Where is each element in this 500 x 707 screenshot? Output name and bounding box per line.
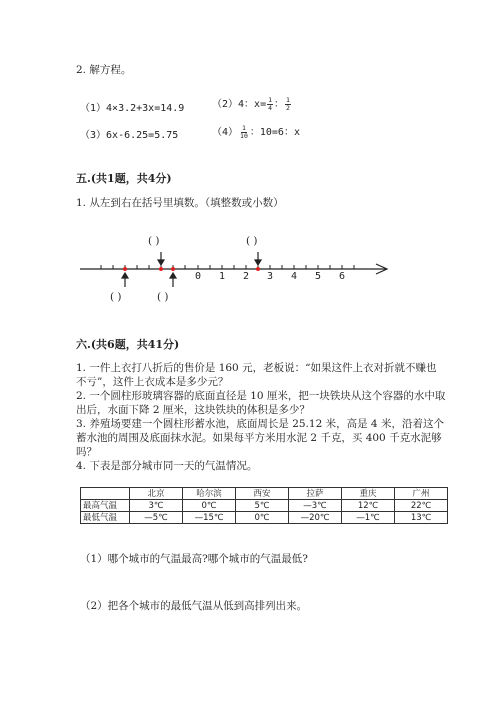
equation-2-label: （2） [212,99,239,110]
down-arrow-icon [255,260,261,265]
table-cell: 0℃ [183,500,236,512]
table-cell: —15℃ [183,512,236,524]
table-cell: 5℃ [236,500,289,512]
tick-label-2: 2 [243,271,250,282]
equation-4-text: ：10=6：x [249,127,300,138]
marker-point [256,267,260,271]
question-3-line-2: 蓄水池的周围及底面抹水泥。如果每平方米用水泥 2 千克，买 400 千克水泥够 [76,432,442,444]
question-4: 4. 下表是部分城市同一天的气温情况。 [76,460,258,472]
weather-table [80,487,448,524]
fraction-denominator: 10 [240,131,248,140]
marker-point [159,267,163,271]
equation-2 [212,95,292,112]
table-row [81,512,448,524]
tick-label-6: 6 [339,271,346,282]
equation-2-text: 4：x= [238,99,267,110]
table-cell: 13℃ [395,512,448,524]
bottom-bracket-1: ( ) [110,291,122,303]
tick-label-5: 5 [315,271,322,282]
solve-equations-heading: 2. 解方程。 [76,64,132,76]
section-6-title: 六.(共6题，共41分) [76,338,180,351]
fraction-denominator: 4 [268,103,273,112]
marker-point [171,267,175,271]
number-line-ticks [101,265,354,269]
question-2-line-2: 出后，水面下降 2 厘米，这块铁块的体积是多少？ [76,404,310,416]
fraction-one-half [285,97,291,112]
marker-point [123,267,127,271]
equation-2-ratio-sign: ： [274,99,285,110]
table-header-cell: 北京 [130,488,183,500]
up-arrow-icon [122,273,128,278]
equation-1-label: （1） [80,103,107,114]
table-cell: —3℃ [289,500,342,512]
fraction-one-tenth [239,125,249,140]
equation-3-text: 6x-6.25=5.75 [106,130,179,141]
table-cell: —20℃ [289,512,342,524]
table-header-cell: 重庆 [342,488,395,500]
equation-4 [212,123,300,140]
question-2-line-1: 2. 一个圆柱形玻璃容器的底面直径是 10 厘米，把一块铁块从这个容器的水中取 [76,390,446,402]
table-row-label: 最高气温 [81,500,130,512]
equation-3 [80,126,178,141]
down-arrow-icon [158,260,164,265]
fraction-one-quarter [267,97,273,112]
equation-1 [80,99,184,114]
table-cell: 3℃ [130,500,183,512]
top-bracket-1: ( ) [148,235,160,247]
up-arrow-icon [170,273,176,278]
section-5-question-1: 1. 从左到右在括号里填数。（填整数或小数） [76,197,284,209]
table-cell: 22℃ [395,500,448,512]
fraction-numerator: 1 [241,123,246,132]
equation-3-label: （3） [80,130,107,141]
tick-label-0: 0 [195,271,202,282]
table-row [81,500,448,512]
tick-label-4: 4 [291,271,298,282]
table-corner-cell [81,488,130,500]
fraction-denominator: 2 [286,103,290,112]
table-header-row [81,488,448,500]
table-cell: —1℃ [342,512,395,524]
equation-4-label: （4） [212,127,239,138]
sub-question-1: （1）哪个城市的气温最高?哪个城市的气温最低? [80,553,308,565]
tick-label-1: 1 [219,271,226,282]
table-cell: —5℃ [130,512,183,524]
section-5-title: 五.(共1题，共4分) [76,172,172,185]
fraction-numerator: 1 [286,95,290,104]
table-header-cell: 拉萨 [289,488,342,500]
fraction-numerator: 1 [268,95,273,104]
table-cell: 12℃ [342,500,395,512]
question-1-line-1: 1. 一件上衣打八折后的售价是 160 元，老板说：“如果这件上衣对折就不赚也 [76,362,437,374]
sub-question-2: （2）把各个城市的最低气温从低到高排列出来。 [80,600,308,612]
table-header-cell: 广州 [395,488,448,500]
bottom-bracket-2: ( ) [157,291,169,303]
table-row-label: 最低气温 [81,512,130,524]
top-bracket-2: ( ) [246,235,258,247]
question-1-line-2: 不亏”，这件上衣成本是多少元？ [76,376,229,388]
tick-label-3: 3 [267,271,274,282]
table-header-cell: 西安 [236,488,289,500]
equation-1-text: 4×3.2+3x=14.9 [106,103,185,114]
table-cell: 0℃ [236,512,289,524]
question-3-line-3: 吗？ [76,446,97,458]
table-header-cell: 哈尔滨 [183,488,236,500]
question-3-line-1: 3. 养殖场要建一个圆柱形蓄水池，底面周长是 25.12 米，高是 4 米，沿着这个 [76,418,444,430]
